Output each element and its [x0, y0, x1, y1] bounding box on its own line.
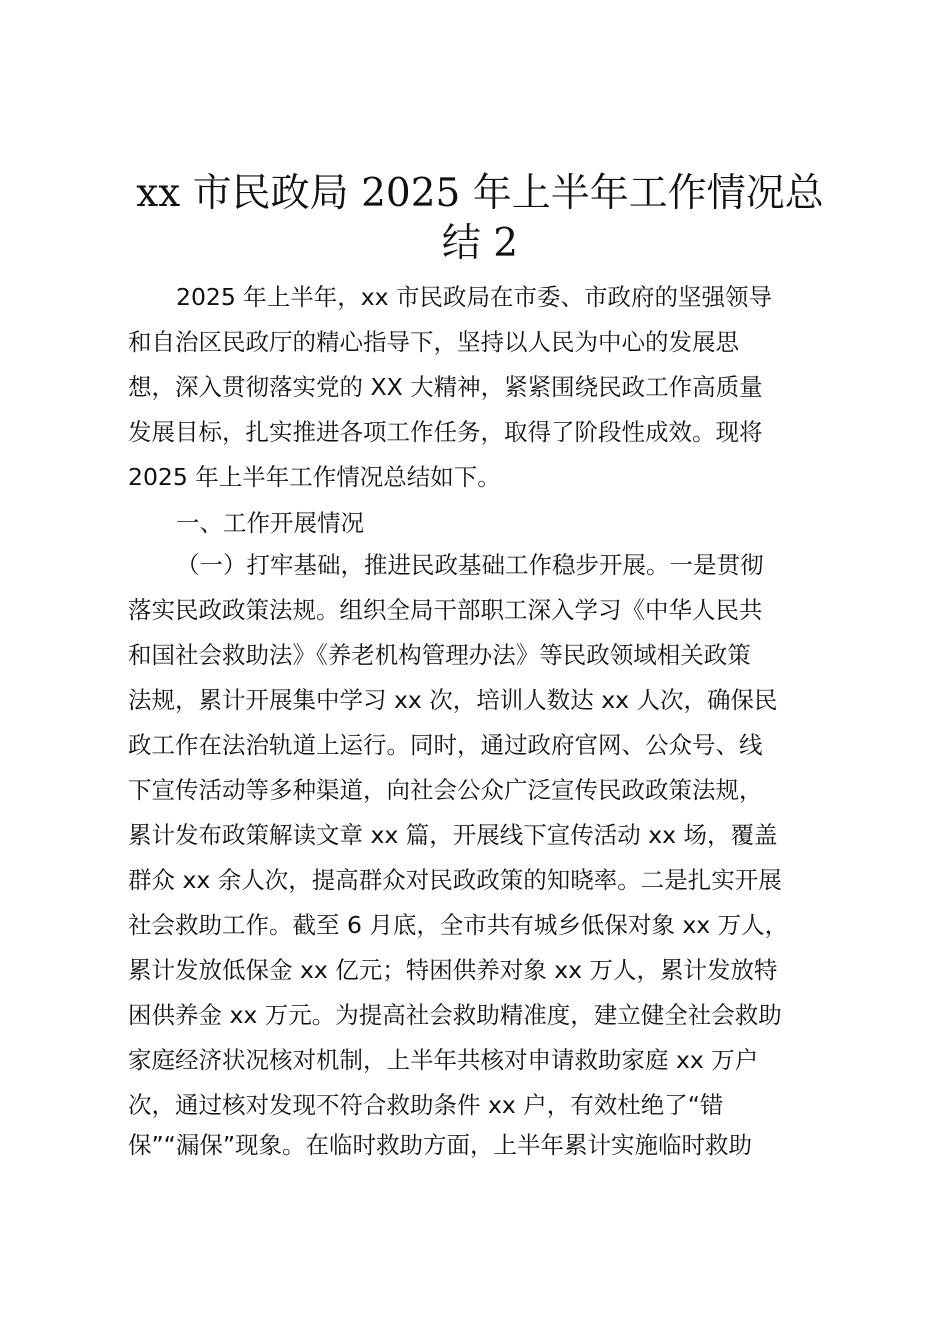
body-paragraph-line: 困供养金 xx 万元。为提高社会救助精准度，建立健全社会救助: [128, 1001, 782, 1029]
body-paragraph-line: 家庭经济状况核对机制，上半年共核对申请救助家庭 xx 万户: [128, 1046, 759, 1074]
body-paragraph-line: 社会救助工作。截至 6 月底，全市共有城乡低保对象 xx 万人，: [128, 911, 789, 939]
body-paragraph-line: 政工作在法治轨道上运行。同时，通过政府官网、公众号、线: [128, 731, 763, 759]
document-title-line-1: xx 市民政局 2025 年上半年工作情况总: [136, 171, 824, 216]
section-heading: 一、工作开展情况: [176, 509, 364, 537]
body-paragraph-line: 和国社会救助法》《养老机构管理办法》等民政领域相关政策: [128, 641, 751, 669]
body-paragraph-line: （一）打牢基础，推进民政基础工作稳步开展。一是贯彻: [176, 551, 764, 579]
document-title-line-2: 结 2: [441, 221, 519, 266]
body-paragraph-line: 落实民政政策法规。组织全局干部职工深入学习《中华人民共: [128, 596, 763, 624]
body-paragraph-line: 2025 年上半年，xx 市民政局在市委、市政府的坚强领导: [176, 283, 773, 311]
body-paragraph-line: 累计发放低保金 xx 亿元；特困供养对象 xx 万人，累计发放特: [128, 956, 778, 984]
body-paragraph-line: 下宣传活动等多种渠道，向社会公众广泛宣传民政政策法规，: [128, 776, 763, 804]
body-paragraph-line: 累计发布政策解读文章 xx 篇，开展线下宣传活动 xx 场，覆盖: [128, 821, 778, 849]
body-paragraph-line: 2025 年上半年工作情况总结如下。: [128, 463, 501, 491]
body-paragraph-line: 发展目标，扎实推进各项工作任务，取得了阶段性成效。现将: [128, 418, 763, 446]
body-paragraph-line: 保”“漏保”现象。在临时救助方面，上半年累计实施临时救助: [128, 1131, 753, 1159]
body-paragraph-line: 想，深入贯彻落实党的 XX 大精神，紧紧围绕民政工作高质量: [128, 373, 763, 401]
body-paragraph-line: 法规，累计开展集中学习 xx 次，培训人数达 xx 人次，确保民: [128, 686, 778, 714]
body-paragraph-line: 次，通过核对发现不符合救助条件 xx 户，有效杜绝了“错: [128, 1091, 724, 1119]
body-paragraph-line: 群众 xx 余人次，提高群众对民政政策的知晓率。二是扎实开展: [128, 866, 782, 894]
body-paragraph-line: 和自治区民政厅的精心指导下，坚持以人民为中心的发展思: [128, 328, 739, 356]
